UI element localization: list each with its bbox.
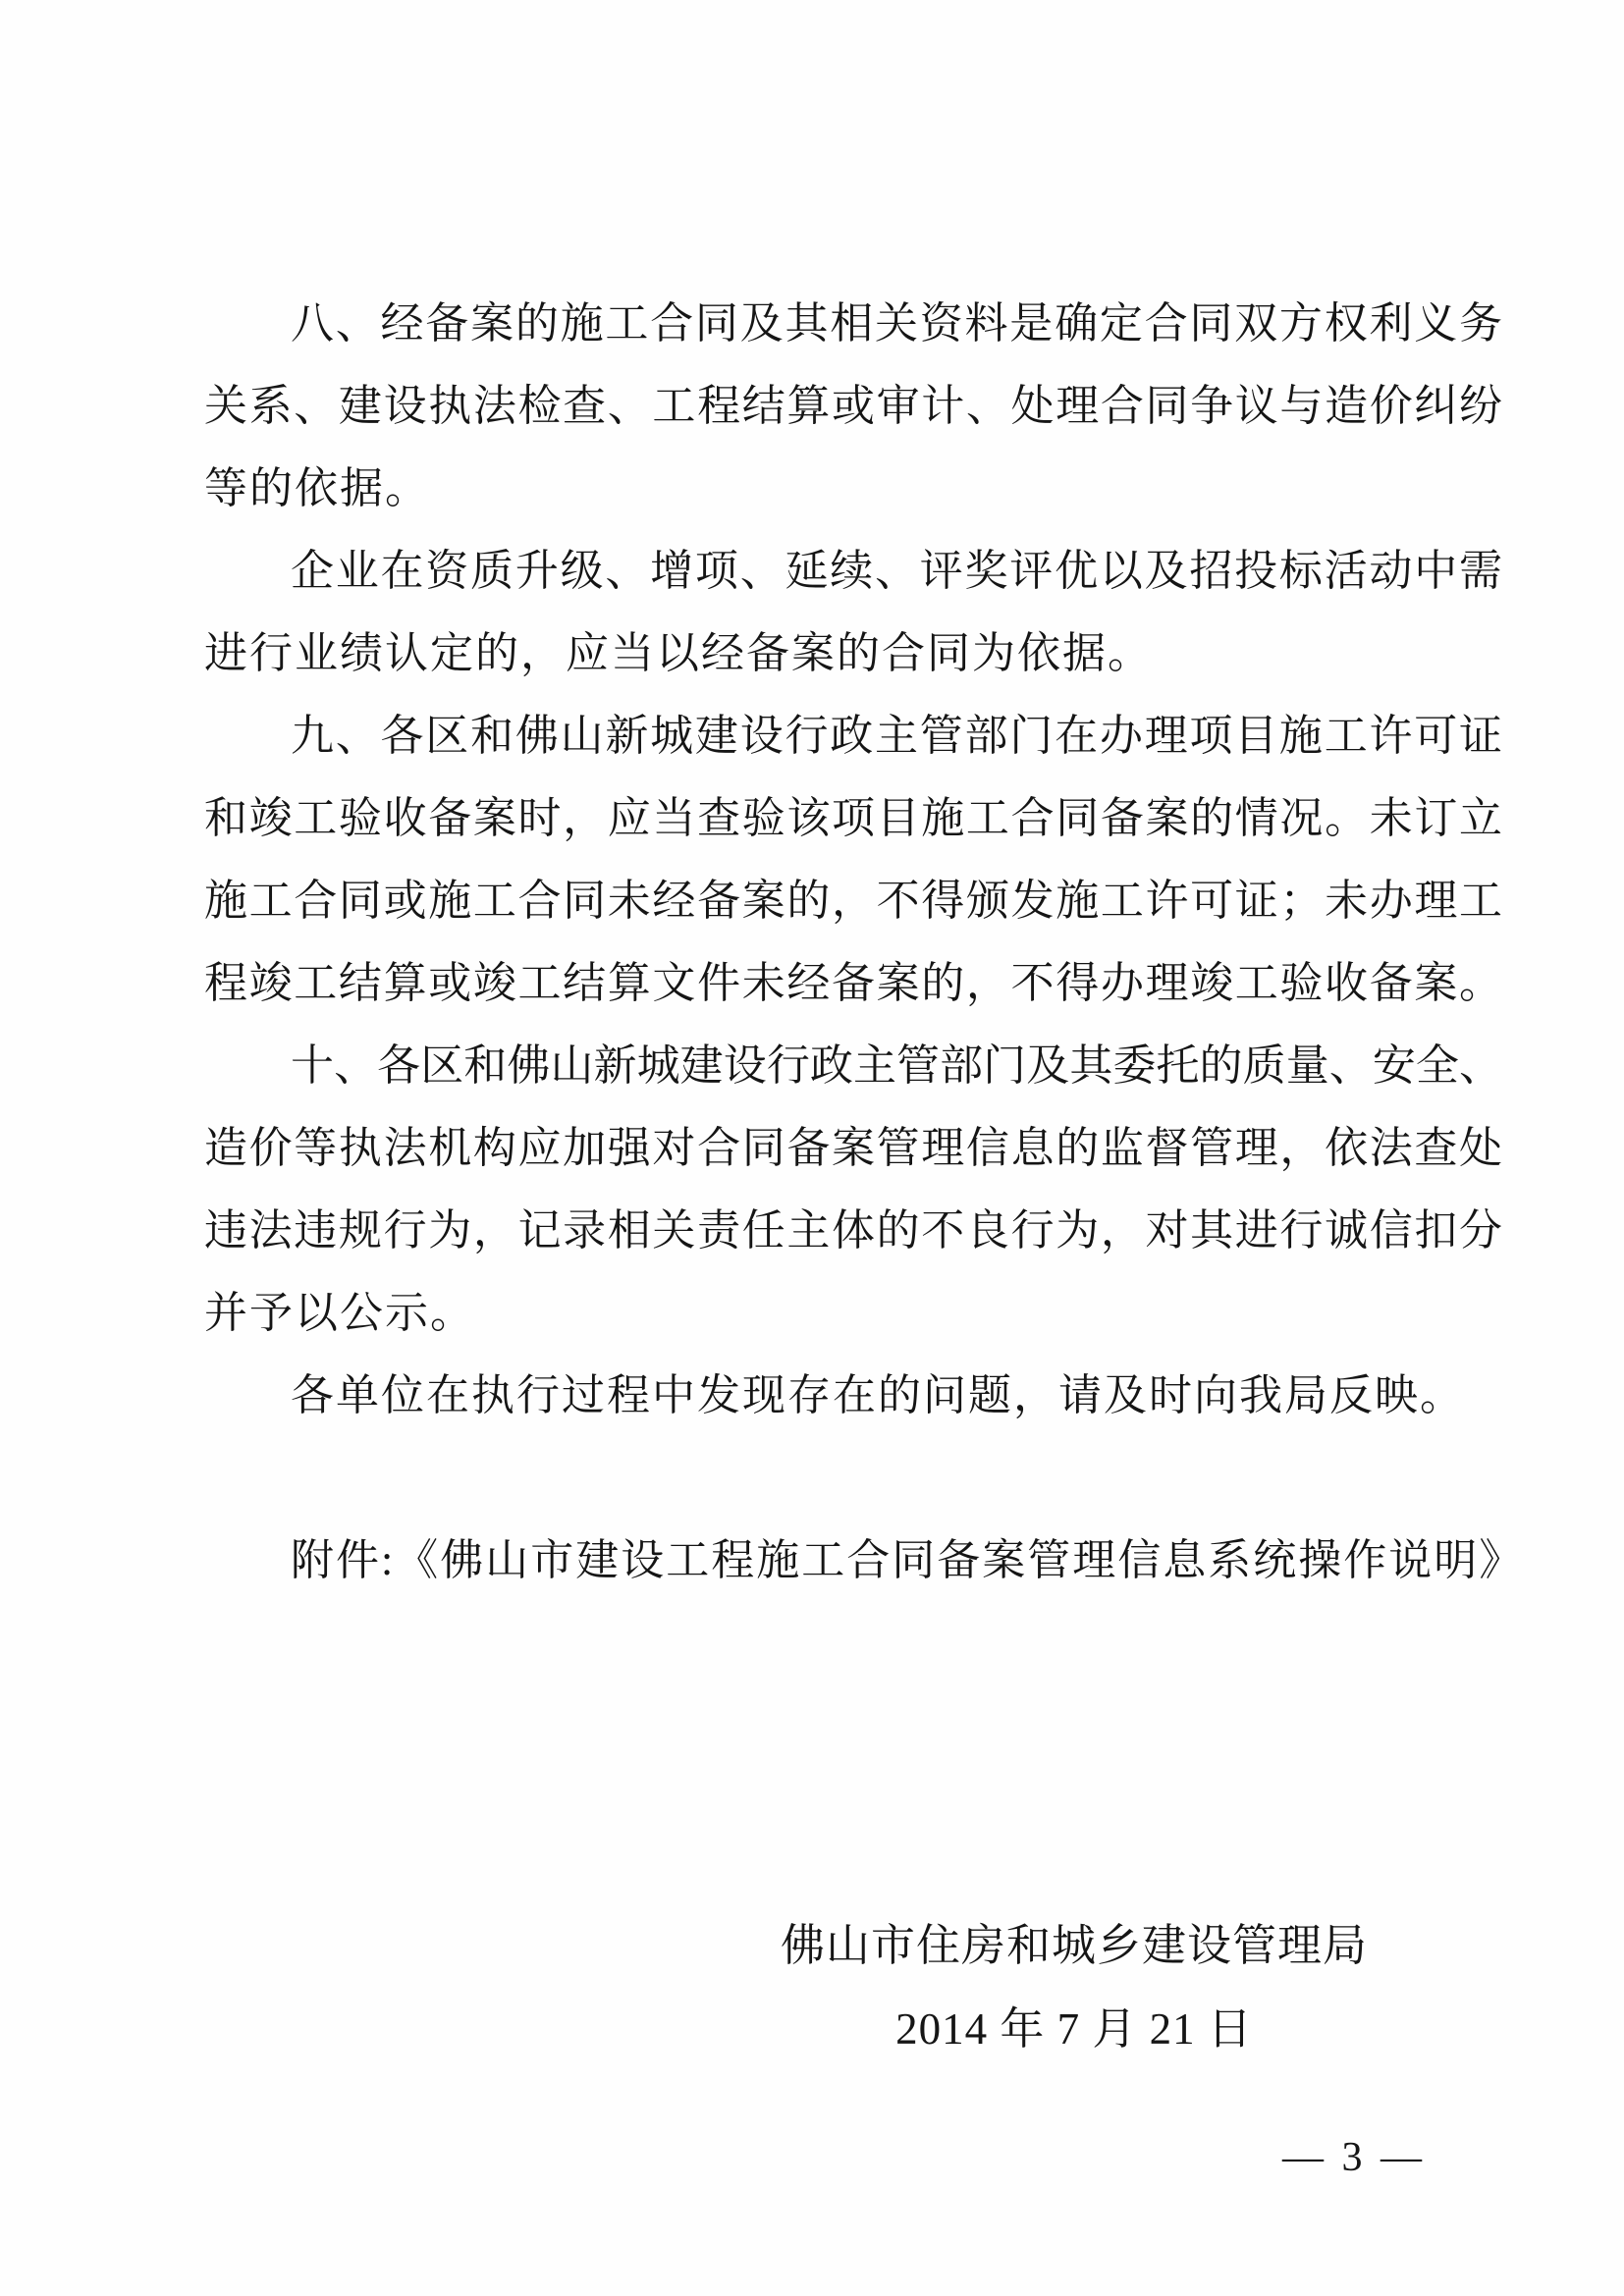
signature-block: [781, 1904, 1368, 2070]
attachment-line: 附件:《佛山市建设工程施工合同备案管理信息系统操作说明》: [291, 1536, 1525, 1584]
document-body: [204, 283, 1525, 1602]
body-line: 和竣工验收备案时，应当查验该项目施工合同备案的情况。未订立: [204, 794, 1502, 842]
body-line: 进行业绩认定的，应当以经备案的合同为依据。: [204, 629, 1153, 677]
body-line: 九、各区和佛山新城建设行政主管部门在办理项目施工许可证: [291, 712, 1502, 760]
body-line: 关系、建设执法检查、工程结算或审计、处理合同争议与造价纠纷: [204, 382, 1502, 430]
body-line: 等的依据。: [204, 464, 430, 512]
body-line: 造价等执法机构应加强对合同备案管理信息的监督管理，依法查处: [204, 1124, 1502, 1172]
body-line: 违法违规行为，记录相关责任主体的不良行为，对其进行诚信扣分: [204, 1206, 1502, 1255]
signature-org: 佛山市住房和城乡建设管理局: [780, 1921, 1369, 1970]
body-line: 企业在资质升级、增项、延续、评奖评优以及招投标活动中需: [291, 547, 1502, 595]
body-line: 施工合同或施工合同未经备案的，不得颁发施工许可证；未办理工: [204, 877, 1502, 925]
body-line: 程竣工结算或竣工结算文件未经备案的，不得办理竣工验收备案。: [204, 959, 1502, 1007]
body-line: 并予以公示。: [204, 1289, 475, 1337]
page-number: — 3 —: [1282, 2135, 1426, 2180]
body-line: 八、经备案的施工合同及其相关资料是确定合同双方权利义务: [291, 299, 1502, 347]
body-line: 十、各区和佛山新城建设行政主管部门及其委托的质量、安全、: [291, 1041, 1502, 1090]
body-line: 各单位在执行过程中发现存在的问题，请及时向我局反映。: [291, 1371, 1465, 1419]
signature-date: 2014 年 7 月 21 日: [895, 2004, 1253, 2054]
